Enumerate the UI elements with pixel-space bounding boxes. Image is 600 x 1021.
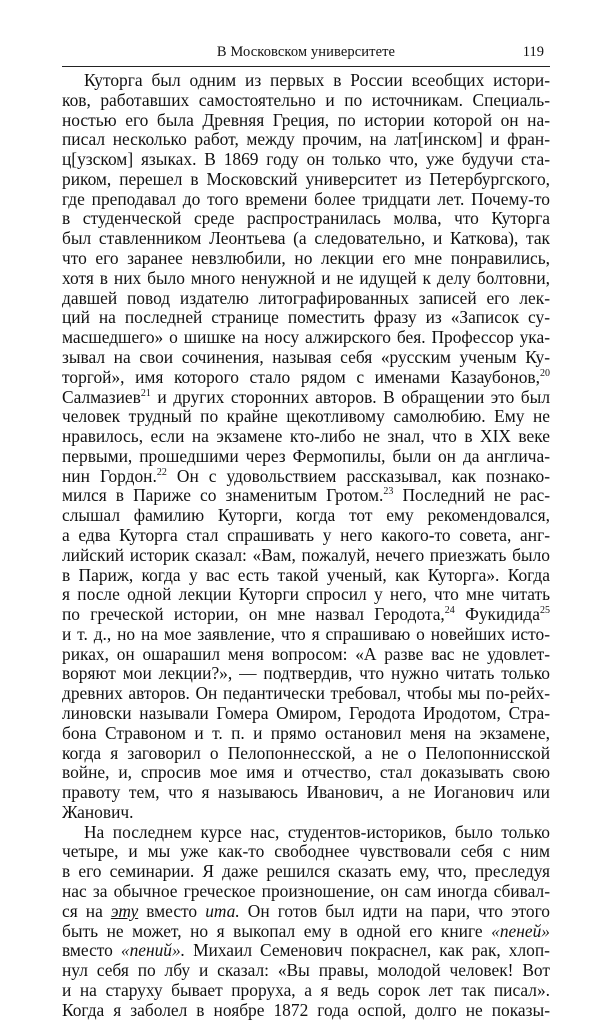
text-line	[62, 922, 550, 942]
footnote-ref: 25	[540, 605, 550, 617]
text-line: в Париж, когда у вас есть такой ученый, как Куторга». Когда	[62, 564, 550, 585]
text-line: воряют мои лекции?», — подтвердив, что нужно читать только	[62, 663, 550, 684]
text-line: бона Стравоном и т. п. и прямо остановил меня на экзамене,	[62, 722, 550, 743]
footnote-ref: 20	[540, 367, 550, 379]
text-line: ностью его была Древняя Греция, по истории которой он на-	[62, 109, 550, 130]
text-line: был ставленником Леонтьева (а следовательно, и Каткова), так	[62, 228, 550, 249]
running-title: В Московском университете	[216, 44, 396, 60]
page-body	[62, 71, 550, 1021]
text-line: где преподавал до того времени более тридцати лет. Почему-то	[62, 188, 550, 209]
text-line	[62, 941, 550, 961]
text-line: а едва Куторга стал спрашивать у него какого-то совета, анг-	[62, 524, 550, 545]
text-line: я после одной лекции Куторги спросил у него, что мне читать	[62, 584, 550, 605]
text-span: мился в Париже со знаменитым Гротом.	[62, 485, 384, 506]
text-span: и других сторонних авторов. В обращении это был	[157, 386, 550, 407]
text-line: зывал на свои сочинения, называя себя «русским ученым Ку-	[62, 346, 550, 367]
text-line: древних авторов. Он педантически требовал, чтобы мы по-рейх-	[62, 683, 550, 704]
text-line: риком, перешел в Московский университет из Петербургского,	[62, 168, 550, 189]
text-line: давшей повод издателю литографированных записей его лек-	[62, 287, 550, 308]
emphasis-word: «пений».	[120, 940, 186, 961]
emphasis-word: ита.	[205, 900, 240, 921]
text-line: риках, он ошарашил меня вопросом: «А разве вас не удовлет-	[62, 643, 550, 664]
text-line: писал несколько работ, между прочим, на лат[инском] и фран-	[62, 129, 550, 150]
text-span: Фукидида	[465, 604, 540, 625]
text-line: масшедшего» о шишке на носу алжирского бея. Профессор ука-	[62, 327, 550, 348]
text-line: лийский историк сказал: «Вам, пожалуй, нечего приезжать было	[62, 544, 550, 565]
text-line: ций на последней странице поместить фразу из «Записок су-	[62, 307, 550, 328]
text-span: Он готов был идти на пари, что этого	[247, 900, 550, 921]
text-line: линовски называли Гомера Омиром, Геродота Иродотом, Стра-	[62, 703, 550, 723]
text-span: нин Гордон.	[62, 465, 157, 486]
text-line: нравилось, если на экзамене кто-либо не знал, что в XIX веке	[62, 426, 550, 447]
footnote-ref: 23	[383, 486, 394, 498]
text-span: вместо	[62, 940, 113, 961]
paragraph-1	[62, 71, 550, 823]
text-line: ков, работавших самостоятельно и по источникам. Специаль-	[62, 89, 550, 110]
text-line: когда я заговорил о Пелопоннесской, а не о Пелопоннисской	[62, 742, 550, 763]
emphasis-word: эту	[110, 900, 139, 921]
text-line: хотя в них было много ненужной и не идущей к делу болтовни,	[62, 267, 550, 288]
text-line: и т. д., но на мое заявление, что я спрашиваю о новейших исто-	[62, 623, 550, 644]
text-line	[62, 348, 550, 368]
text-line: войне, и, спросив мое имя и отчество, стал доказывать свою	[62, 762, 550, 783]
text-line: нул себя по лбу и сказал: «Вы правы, молодой человек! Вот	[62, 960, 550, 981]
text-line: что его заранее невзлюбили, но лекции его мне понравились,	[62, 248, 550, 269]
text-line: в его семинарии. Я даже решился сказать ему, что, преследуя	[62, 861, 550, 882]
text-span: Михаил Семенович покраснел, как рак, хлоп-	[193, 940, 550, 961]
header-rule	[62, 66, 550, 67]
text-span: вместо	[146, 900, 198, 921]
text-line: четыре, и мы уже как-то свободнее чувствовали себя с ним	[62, 841, 550, 862]
text-line	[62, 605, 550, 625]
footnote-ref: 24	[444, 605, 455, 617]
text-span: Последний не рас-	[402, 485, 550, 506]
emphasis-word: «пеней»	[491, 920, 550, 941]
page-number: 119	[522, 44, 544, 60]
page-header	[62, 44, 550, 66]
text-line: первыми, прошедшими через Фермопилы, были он да англича-	[62, 445, 550, 466]
text-span: быть не может, но я выкопал ему в одной его книге	[62, 920, 483, 941]
text-line: На последнем курсе нас, студентов-историков, было только	[84, 821, 550, 842]
text-span: Он с удовольствием рассказывал, как познако-	[176, 465, 551, 486]
text-line	[62, 486, 550, 506]
footnote-ref: 21	[140, 387, 151, 399]
text-span: ся на	[62, 900, 103, 921]
paragraph-2	[62, 823, 550, 1021]
text-line: нас за обычное греческое произношение, он сам иногда сбивал-	[62, 881, 550, 902]
text-line: Когда я заболел в ноябре 1872 года оспой, долго не показы-	[62, 999, 550, 1020]
text-line: Жанович.	[62, 801, 134, 822]
text-line: слышал фамилию Куторги, когда тот ему рекомендовался,	[62, 505, 550, 526]
text-line	[62, 368, 550, 388]
text-span: торгой», имя которого стало рядом с именами Казаубонов,	[62, 366, 540, 387]
text-span: Салмазиев	[62, 386, 141, 407]
footnote-ref: 22	[156, 466, 167, 478]
text-line: Куторга был одним из первых в России всеобщих истори-	[84, 70, 550, 90]
text-line: в студенческой среде распространилась молва, что Куторга	[62, 208, 550, 229]
text-line	[62, 388, 550, 408]
text-line	[62, 467, 550, 487]
text-span: по греческой истории, он мне назвал Геродота,	[62, 604, 445, 625]
text-line: и на старуху бывает проруха, а я ведь сорок лет так писал».	[62, 979, 550, 1000]
text-line: правоту тем, что я называюсь Иванович, а не Иоганович или	[62, 782, 550, 803]
text-line: ц[узском] языках. В 1869 году он только что, уже будучи ста-	[62, 149, 550, 170]
text-line	[62, 902, 550, 922]
text-line: человек трудный по крайне щекотливому самолюбию. Ему не	[62, 406, 550, 427]
